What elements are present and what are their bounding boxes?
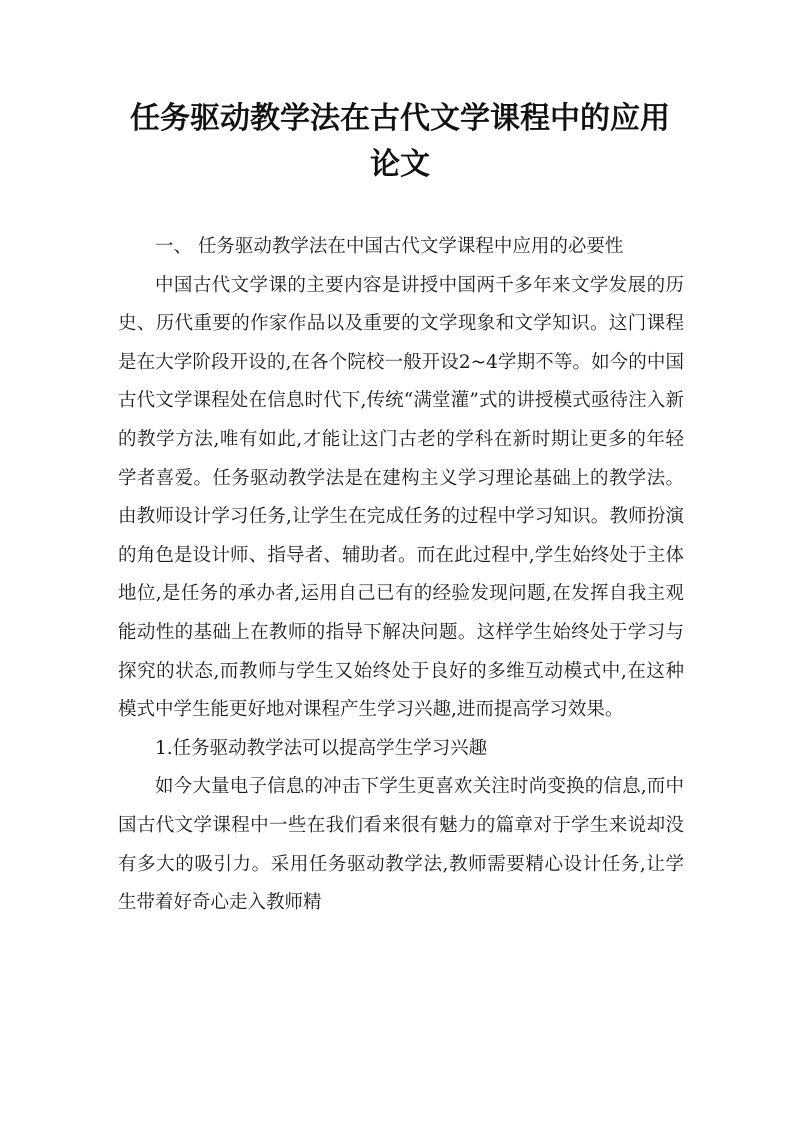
subsection-heading: 1.任务驱动教学法可以提高学生学习兴趣 bbox=[155, 737, 488, 759]
document-body bbox=[118, 228, 684, 923]
section-heading: 一、 任务驱动教学法在中国古代文学课程中应用的必要性 bbox=[155, 236, 624, 257]
title-line-2: 论文 bbox=[370, 147, 430, 182]
title-line-1: 任务驱动教学法在古代文学课程中的应用 bbox=[130, 101, 670, 136]
document-title bbox=[0, 96, 800, 188]
body-paragraph: 中国古代文学课的主要内容是讲授中国两千多年来文学发展的历史、历代重要的作家作品以及重要的文学现象和文学知识。这门课程是在大学阶段开设的,在各个院校一般开设2~4学期不等。如今的中国古代文学课程处在信息时代下,传统“满堂灌”式的讲授模式亟待注入新的教学方法,唯有如此,才能让这门古老的学科在新时期让更多的年轻学者喜爱。任务驱动教学法是在建构主义学习理论基础上的教学法。由教师设计学习任务,让学生在完成任务的过程中学习知识。教师扮演的角色是设计师、指导者、辅助者。而在此过程中,学生始终处于主体地位,是任务的承办者,运用自己已有的经验发现问题,在发挥自我主观能动性的基础上在教师的指导下解决问题。这样学生始终处于学习与探究的状态,而教师与学生又始终处于良好的多维互动模式中,在这种模式中学生能更好地对课程产生学习兴趣,进而提高学习效果。 bbox=[118, 274, 684, 721]
body-paragraph: 如今大量电子信息的冲击下学生更喜欢关注时尚变换的信息,而中国古代文学课程中一些在我们看来很有魅力的篇章对于学生来说却没有多大的吸引力。采用任务驱动教学法,教师需要精心设计任务,让学生带着好奇心走入教师精 bbox=[118, 776, 684, 914]
